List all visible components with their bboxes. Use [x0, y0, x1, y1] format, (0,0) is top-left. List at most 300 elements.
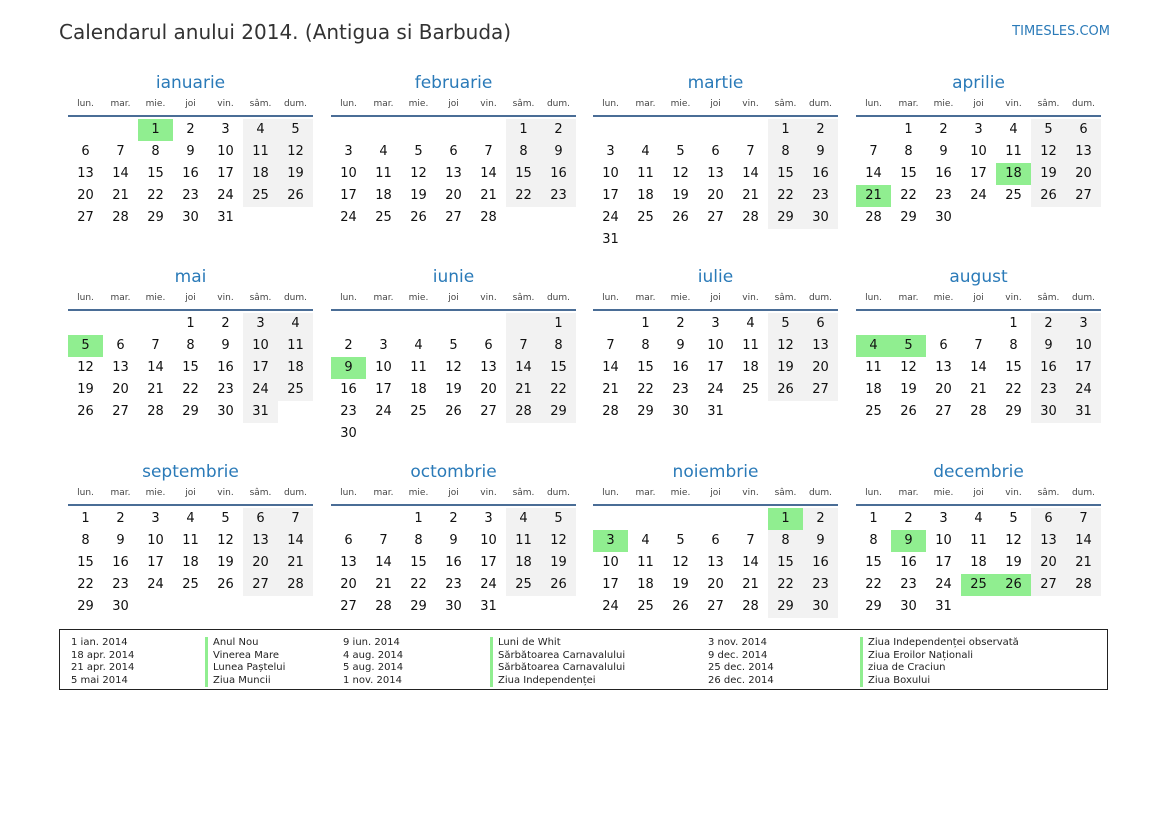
day-cell[interactable]: 14 — [1066, 530, 1101, 552]
day-cell[interactable]: 23 — [935, 188, 952, 203]
day-cell[interactable]: 7 — [151, 338, 160, 353]
day-cell[interactable]: 5 — [676, 144, 685, 159]
day-cell[interactable]: 25 — [742, 382, 759, 397]
day-cell[interactable]: 19 — [900, 382, 917, 397]
day-cell[interactable]: 5 — [414, 144, 423, 159]
day-cell[interactable]: 24 — [602, 210, 619, 225]
day-cell[interactable]: 28 — [147, 404, 164, 419]
day-cell[interactable]: 8 — [1009, 338, 1018, 353]
day-cell[interactable]: 2 — [344, 338, 353, 353]
day-cell[interactable]: 21 — [375, 577, 392, 592]
day-cell[interactable]: 15 — [637, 360, 654, 375]
day-cell[interactable]: 29 — [865, 599, 882, 614]
day-cell[interactable]: 31 — [707, 404, 724, 419]
day-cell[interactable]: 25 — [865, 404, 882, 419]
day-cell[interactable]: 13 — [77, 166, 94, 181]
day-cell[interactable]: 25 — [1005, 188, 1022, 203]
day-cell[interactable]: 22 — [768, 574, 803, 596]
day-cell[interactable]: 14 — [742, 166, 759, 181]
day-cell[interactable]: 6 — [1066, 119, 1101, 141]
day-cell[interactable]: 14 — [970, 360, 987, 375]
day-cell[interactable]: 31 — [602, 232, 619, 247]
day-cell[interactable]: 6 — [243, 508, 278, 530]
day-cell[interactable]: 29 — [182, 404, 199, 419]
day-cell[interactable]: 24 — [480, 577, 497, 592]
day-cell[interactable]: 11 — [970, 533, 987, 548]
day-cell[interactable]: 5 — [768, 313, 803, 335]
day-cell[interactable]: 22 — [1005, 382, 1022, 397]
day-cell[interactable]: 15 — [410, 555, 427, 570]
day-cell[interactable]: 9 — [1031, 335, 1066, 357]
day-cell[interactable]: 16 — [541, 163, 576, 185]
day-cell[interactable]: 6 — [711, 533, 720, 548]
day-cell[interactable]: 5 — [676, 533, 685, 548]
day-cell[interactable]: 27 — [1066, 185, 1101, 207]
day-cell[interactable]: 30 — [445, 599, 462, 614]
day-cell[interactable]: 23 — [900, 577, 917, 592]
day-cell[interactable]: 30 — [935, 210, 952, 225]
day-cell[interactable]: 30 — [1031, 401, 1066, 423]
day-cell[interactable]: 1 — [186, 316, 195, 331]
day-cell[interactable]: 28 — [1066, 574, 1101, 596]
day-cell[interactable]: 29 — [768, 596, 803, 618]
day-cell[interactable]: 4 — [1009, 122, 1018, 137]
day-cell[interactable]: 19 — [410, 188, 427, 203]
day-cell[interactable]: 17 — [1066, 357, 1101, 379]
day-cell[interactable]: 1 — [81, 511, 90, 526]
day-cell[interactable]: 8 — [541, 335, 576, 357]
holiday-day-cell[interactable]: 21 — [856, 185, 891, 207]
day-cell[interactable]: 17 — [147, 555, 164, 570]
day-cell[interactable]: 18 — [506, 552, 541, 574]
day-cell[interactable]: 15 — [1005, 360, 1022, 375]
day-cell[interactable]: 2 — [221, 316, 230, 331]
day-cell[interactable]: 16 — [900, 555, 917, 570]
day-cell[interactable]: 11 — [410, 360, 427, 375]
day-cell[interactable]: 19 — [1031, 163, 1066, 185]
day-cell[interactable]: 15 — [768, 552, 803, 574]
day-cell[interactable]: 8 — [186, 338, 195, 353]
day-cell[interactable]: 18 — [865, 382, 882, 397]
day-cell[interactable]: 30 — [803, 207, 838, 229]
holiday-day-cell[interactable]: 1 — [768, 508, 803, 530]
day-cell[interactable]: 7 — [116, 144, 125, 159]
day-cell[interactable]: 13 — [480, 360, 497, 375]
day-cell[interactable]: 14 — [278, 530, 313, 552]
day-cell[interactable]: 13 — [707, 166, 724, 181]
day-cell[interactable]: 9 — [676, 338, 685, 353]
holiday-day-cell[interactable]: 1 — [138, 119, 173, 141]
day-cell[interactable]: 7 — [606, 338, 615, 353]
day-cell[interactable]: 31 — [243, 401, 278, 423]
site-link[interactable]: TIMESLES.COM — [1012, 24, 1110, 39]
day-cell[interactable]: 28 — [742, 599, 759, 614]
day-cell[interactable]: 26 — [445, 404, 462, 419]
day-cell[interactable]: 14 — [742, 555, 759, 570]
day-cell[interactable]: 27 — [445, 210, 462, 225]
day-cell[interactable]: 5 — [449, 338, 458, 353]
day-cell[interactable]: 7 — [974, 338, 983, 353]
day-cell[interactable]: 23 — [803, 574, 838, 596]
day-cell[interactable]: 3 — [379, 338, 388, 353]
day-cell[interactable]: 26 — [410, 210, 427, 225]
day-cell[interactable]: 11 — [243, 141, 278, 163]
day-cell[interactable]: 19 — [77, 382, 94, 397]
day-cell[interactable]: 20 — [480, 382, 497, 397]
day-cell[interactable]: 4 — [278, 313, 313, 335]
day-cell[interactable]: 17 — [340, 188, 357, 203]
day-cell[interactable]: 30 — [182, 210, 199, 225]
day-cell[interactable]: 14 — [112, 166, 129, 181]
day-cell[interactable]: 17 — [602, 577, 619, 592]
day-cell[interactable]: 19 — [672, 188, 689, 203]
day-cell[interactable]: 22 — [541, 379, 576, 401]
day-cell[interactable]: 26 — [77, 404, 94, 419]
day-cell[interactable]: 5 — [1031, 119, 1066, 141]
holiday-day-cell[interactable]: 18 — [996, 163, 1031, 185]
day-cell[interactable]: 20 — [445, 188, 462, 203]
holiday-day-cell[interactable]: 26 — [996, 574, 1031, 596]
day-cell[interactable]: 16 — [803, 552, 838, 574]
day-cell[interactable]: 25 — [637, 210, 654, 225]
day-cell[interactable]: 7 — [379, 533, 388, 548]
day-cell[interactable]: 10 — [375, 360, 392, 375]
day-cell[interactable]: 5 — [1009, 511, 1018, 526]
holiday-day-cell[interactable]: 4 — [856, 335, 891, 357]
day-cell[interactable]: 13 — [112, 360, 129, 375]
day-cell[interactable]: 18 — [970, 555, 987, 570]
day-cell[interactable]: 16 — [182, 166, 199, 181]
day-cell[interactable]: 3 — [221, 122, 230, 137]
day-cell[interactable]: 15 — [182, 360, 199, 375]
day-cell[interactable]: 21 — [506, 379, 541, 401]
day-cell[interactable]: 7 — [484, 144, 493, 159]
day-cell[interactable]: 4 — [243, 119, 278, 141]
day-cell[interactable]: 29 — [77, 599, 94, 614]
day-cell[interactable]: 14 — [506, 357, 541, 379]
day-cell[interactable]: 21 — [112, 188, 129, 203]
day-cell[interactable]: 31 — [217, 210, 234, 225]
day-cell[interactable]: 17 — [480, 555, 497, 570]
day-cell[interactable]: 8 — [81, 533, 90, 548]
day-cell[interactable]: 30 — [340, 426, 357, 441]
day-cell[interactable]: 27 — [1031, 574, 1066, 596]
day-cell[interactable]: 8 — [151, 144, 160, 159]
day-cell[interactable]: 27 — [707, 599, 724, 614]
day-cell[interactable]: 15 — [506, 163, 541, 185]
day-cell[interactable]: 20 — [112, 382, 129, 397]
day-cell[interactable]: 28 — [375, 599, 392, 614]
day-cell[interactable]: 18 — [637, 188, 654, 203]
day-cell[interactable]: 26 — [672, 599, 689, 614]
day-cell[interactable]: 29 — [541, 401, 576, 423]
day-cell[interactable]: 19 — [672, 577, 689, 592]
day-cell[interactable]: 29 — [410, 599, 427, 614]
day-cell[interactable]: 18 — [243, 163, 278, 185]
day-cell[interactable]: 21 — [742, 577, 759, 592]
day-cell[interactable]: 11 — [865, 360, 882, 375]
day-cell[interactable]: 19 — [217, 555, 234, 570]
day-cell[interactable]: 4 — [379, 144, 388, 159]
day-cell[interactable]: 31 — [480, 599, 497, 614]
holiday-day-cell[interactable]: 5 — [891, 335, 926, 357]
day-cell[interactable]: 23 — [541, 185, 576, 207]
day-cell[interactable]: 24 — [707, 382, 724, 397]
day-cell[interactable]: 5 — [278, 119, 313, 141]
day-cell[interactable]: 11 — [1005, 144, 1022, 159]
day-cell[interactable]: 7 — [1066, 508, 1101, 530]
day-cell[interactable]: 20 — [77, 188, 94, 203]
day-cell[interactable]: 4 — [974, 511, 983, 526]
day-cell[interactable]: 4 — [746, 316, 755, 331]
day-cell[interactable]: 12 — [217, 533, 234, 548]
day-cell[interactable]: 10 — [243, 335, 278, 357]
day-cell[interactable]: 15 — [768, 163, 803, 185]
day-cell[interactable]: 15 — [865, 555, 882, 570]
day-cell[interactable]: 6 — [116, 338, 125, 353]
day-cell[interactable]: 27 — [803, 379, 838, 401]
day-cell[interactable]: 23 — [445, 577, 462, 592]
day-cell[interactable]: 26 — [1031, 185, 1066, 207]
day-cell[interactable]: 16 — [935, 166, 952, 181]
day-cell[interactable]: 2 — [803, 508, 838, 530]
day-cell[interactable]: 30 — [112, 599, 129, 614]
day-cell[interactable]: 7 — [278, 508, 313, 530]
day-cell[interactable]: 27 — [480, 404, 497, 419]
day-cell[interactable]: 30 — [672, 404, 689, 419]
day-cell[interactable]: 28 — [970, 404, 987, 419]
day-cell[interactable]: 6 — [81, 144, 90, 159]
day-cell[interactable]: 17 — [935, 555, 952, 570]
day-cell[interactable]: 24 — [217, 188, 234, 203]
day-cell[interactable]: 3 — [243, 313, 278, 335]
day-cell[interactable]: 6 — [449, 144, 458, 159]
day-cell[interactable]: 10 — [147, 533, 164, 548]
day-cell[interactable]: 14 — [602, 360, 619, 375]
day-cell[interactable]: 13 — [1031, 530, 1066, 552]
day-cell[interactable]: 22 — [637, 382, 654, 397]
day-cell[interactable]: 9 — [803, 141, 838, 163]
day-cell[interactable]: 26 — [768, 379, 803, 401]
day-cell[interactable]: 9 — [116, 533, 125, 548]
day-cell[interactable]: 18 — [375, 188, 392, 203]
day-cell[interactable]: 25 — [243, 185, 278, 207]
day-cell[interactable]: 28 — [112, 210, 129, 225]
day-cell[interactable]: 28 — [602, 404, 619, 419]
day-cell[interactable]: 5 — [541, 508, 576, 530]
day-cell[interactable]: 4 — [414, 338, 423, 353]
day-cell[interactable]: 30 — [217, 404, 234, 419]
day-cell[interactable]: 3 — [484, 511, 493, 526]
day-cell[interactable]: 8 — [904, 144, 913, 159]
day-cell[interactable]: 12 — [1005, 533, 1022, 548]
day-cell[interactable]: 30 — [900, 599, 917, 614]
day-cell[interactable]: 29 — [900, 210, 917, 225]
day-cell[interactable]: 11 — [637, 555, 654, 570]
day-cell[interactable]: 11 — [278, 335, 313, 357]
day-cell[interactable]: 8 — [506, 141, 541, 163]
day-cell[interactable]: 7 — [869, 144, 878, 159]
day-cell[interactable]: 22 — [182, 382, 199, 397]
day-cell[interactable]: 10 — [480, 533, 497, 548]
day-cell[interactable]: 28 — [480, 210, 497, 225]
day-cell[interactable]: 1 — [768, 119, 803, 141]
day-cell[interactable]: 12 — [672, 166, 689, 181]
day-cell[interactable]: 9 — [541, 141, 576, 163]
day-cell[interactable]: 12 — [900, 360, 917, 375]
day-cell[interactable]: 27 — [340, 599, 357, 614]
day-cell[interactable]: 16 — [217, 360, 234, 375]
day-cell[interactable]: 17 — [707, 360, 724, 375]
day-cell[interactable]: 1 — [869, 511, 878, 526]
day-cell[interactable]: 8 — [414, 533, 423, 548]
day-cell[interactable]: 9 — [939, 144, 948, 159]
day-cell[interactable]: 19 — [445, 382, 462, 397]
day-cell[interactable]: 2 — [803, 119, 838, 141]
day-cell[interactable]: 16 — [1031, 357, 1066, 379]
day-cell[interactable]: 12 — [1031, 141, 1066, 163]
day-cell[interactable]: 20 — [340, 577, 357, 592]
day-cell[interactable]: 15 — [147, 166, 164, 181]
day-cell[interactable]: 14 — [480, 166, 497, 181]
day-cell[interactable]: 22 — [147, 188, 164, 203]
day-cell[interactable]: 19 — [1005, 555, 1022, 570]
day-cell[interactable]: 26 — [900, 404, 917, 419]
day-cell[interactable]: 12 — [410, 166, 427, 181]
day-cell[interactable]: 27 — [77, 210, 94, 225]
day-cell[interactable]: 18 — [410, 382, 427, 397]
day-cell[interactable]: 10 — [1066, 335, 1101, 357]
day-cell[interactable]: 29 — [1005, 404, 1022, 419]
day-cell[interactable]: 1 — [506, 119, 541, 141]
day-cell[interactable]: 2 — [676, 316, 685, 331]
day-cell[interactable]: 27 — [243, 574, 278, 596]
day-cell[interactable]: 10 — [707, 338, 724, 353]
day-cell[interactable]: 23 — [1031, 379, 1066, 401]
day-cell[interactable]: 10 — [935, 533, 952, 548]
day-cell[interactable]: 2 — [939, 122, 948, 137]
day-cell[interactable]: 25 — [410, 404, 427, 419]
day-cell[interactable]: 23 — [182, 188, 199, 203]
day-cell[interactable]: 4 — [186, 511, 195, 526]
day-cell[interactable]: 11 — [506, 530, 541, 552]
day-cell[interactable]: 27 — [935, 404, 952, 419]
day-cell[interactable]: 22 — [900, 188, 917, 203]
day-cell[interactable]: 13 — [803, 335, 838, 357]
day-cell[interactable]: 19 — [278, 163, 313, 185]
day-cell[interactable]: 13 — [707, 555, 724, 570]
day-cell[interactable]: 11 — [182, 533, 199, 548]
day-cell[interactable]: 24 — [602, 599, 619, 614]
day-cell[interactable]: 27 — [112, 404, 129, 419]
day-cell[interactable]: 28 — [742, 210, 759, 225]
day-cell[interactable]: 17 — [243, 357, 278, 379]
day-cell[interactable]: 28 — [278, 574, 313, 596]
day-cell[interactable]: 20 — [707, 577, 724, 592]
day-cell[interactable]: 9 — [449, 533, 458, 548]
day-cell[interactable]: 3 — [151, 511, 160, 526]
day-cell[interactable]: 26 — [217, 577, 234, 592]
day-cell[interactable]: 23 — [340, 404, 357, 419]
day-cell[interactable]: 5 — [221, 511, 230, 526]
day-cell[interactable]: 4 — [641, 144, 650, 159]
day-cell[interactable]: 28 — [506, 401, 541, 423]
holiday-day-cell[interactable]: 5 — [68, 335, 103, 357]
day-cell[interactable]: 17 — [375, 382, 392, 397]
day-cell[interactable]: 6 — [939, 338, 948, 353]
day-cell[interactable]: 1 — [541, 313, 576, 335]
day-cell[interactable]: 13 — [445, 166, 462, 181]
day-cell[interactable]: 13 — [243, 530, 278, 552]
day-cell[interactable]: 22 — [506, 185, 541, 207]
day-cell[interactable]: 14 — [147, 360, 164, 375]
holiday-day-cell[interactable]: 3 — [593, 530, 628, 552]
day-cell[interactable]: 7 — [506, 335, 541, 357]
day-cell[interactable]: 24 — [375, 404, 392, 419]
day-cell[interactable]: 25 — [506, 574, 541, 596]
day-cell[interactable]: 1 — [1009, 316, 1018, 331]
day-cell[interactable]: 17 — [217, 166, 234, 181]
day-cell[interactable]: 3 — [939, 511, 948, 526]
day-cell[interactable]: 24 — [1066, 379, 1101, 401]
day-cell[interactable]: 11 — [637, 166, 654, 181]
day-cell[interactable]: 12 — [768, 335, 803, 357]
day-cell[interactable]: 23 — [217, 382, 234, 397]
day-cell[interactable]: 22 — [768, 185, 803, 207]
day-cell[interactable]: 8 — [869, 533, 878, 548]
day-cell[interactable]: 22 — [865, 577, 882, 592]
day-cell[interactable]: 4 — [506, 508, 541, 530]
day-cell[interactable]: 23 — [803, 185, 838, 207]
holiday-day-cell[interactable]: 9 — [891, 530, 926, 552]
day-cell[interactable]: 10 — [340, 166, 357, 181]
day-cell[interactable]: 1 — [904, 122, 913, 137]
day-cell[interactable]: 2 — [541, 119, 576, 141]
day-cell[interactable]: 20 — [1066, 163, 1101, 185]
day-cell[interactable]: 21 — [480, 188, 497, 203]
day-cell[interactable]: 29 — [637, 404, 654, 419]
day-cell[interactable]: 6 — [344, 533, 353, 548]
day-cell[interactable]: 31 — [1066, 401, 1101, 423]
day-cell[interactable]: 26 — [541, 574, 576, 596]
day-cell[interactable]: 24 — [147, 577, 164, 592]
day-cell[interactable]: 21 — [1066, 552, 1101, 574]
day-cell[interactable]: 17 — [970, 166, 987, 181]
day-cell[interactable]: 2 — [1031, 313, 1066, 335]
day-cell[interactable]: 16 — [803, 163, 838, 185]
day-cell[interactable]: 8 — [768, 530, 803, 552]
day-cell[interactable]: 6 — [711, 144, 720, 159]
day-cell[interactable]: 15 — [541, 357, 576, 379]
day-cell[interactable]: 8 — [768, 141, 803, 163]
day-cell[interactable]: 14 — [375, 555, 392, 570]
day-cell[interactable]: 12 — [278, 141, 313, 163]
day-cell[interactable]: 24 — [340, 210, 357, 225]
day-cell[interactable]: 6 — [1031, 508, 1066, 530]
day-cell[interactable]: 13 — [340, 555, 357, 570]
day-cell[interactable]: 30 — [803, 596, 838, 618]
day-cell[interactable]: 25 — [637, 599, 654, 614]
day-cell[interactable]: 24 — [970, 188, 987, 203]
day-cell[interactable]: 28 — [865, 210, 882, 225]
day-cell[interactable]: 4 — [641, 533, 650, 548]
day-cell[interactable]: 3 — [344, 144, 353, 159]
day-cell[interactable]: 14 — [865, 166, 882, 181]
day-cell[interactable]: 31 — [935, 599, 952, 614]
day-cell[interactable]: 10 — [970, 144, 987, 159]
day-cell[interactable]: 16 — [340, 382, 357, 397]
day-cell[interactable]: 13 — [1066, 141, 1101, 163]
